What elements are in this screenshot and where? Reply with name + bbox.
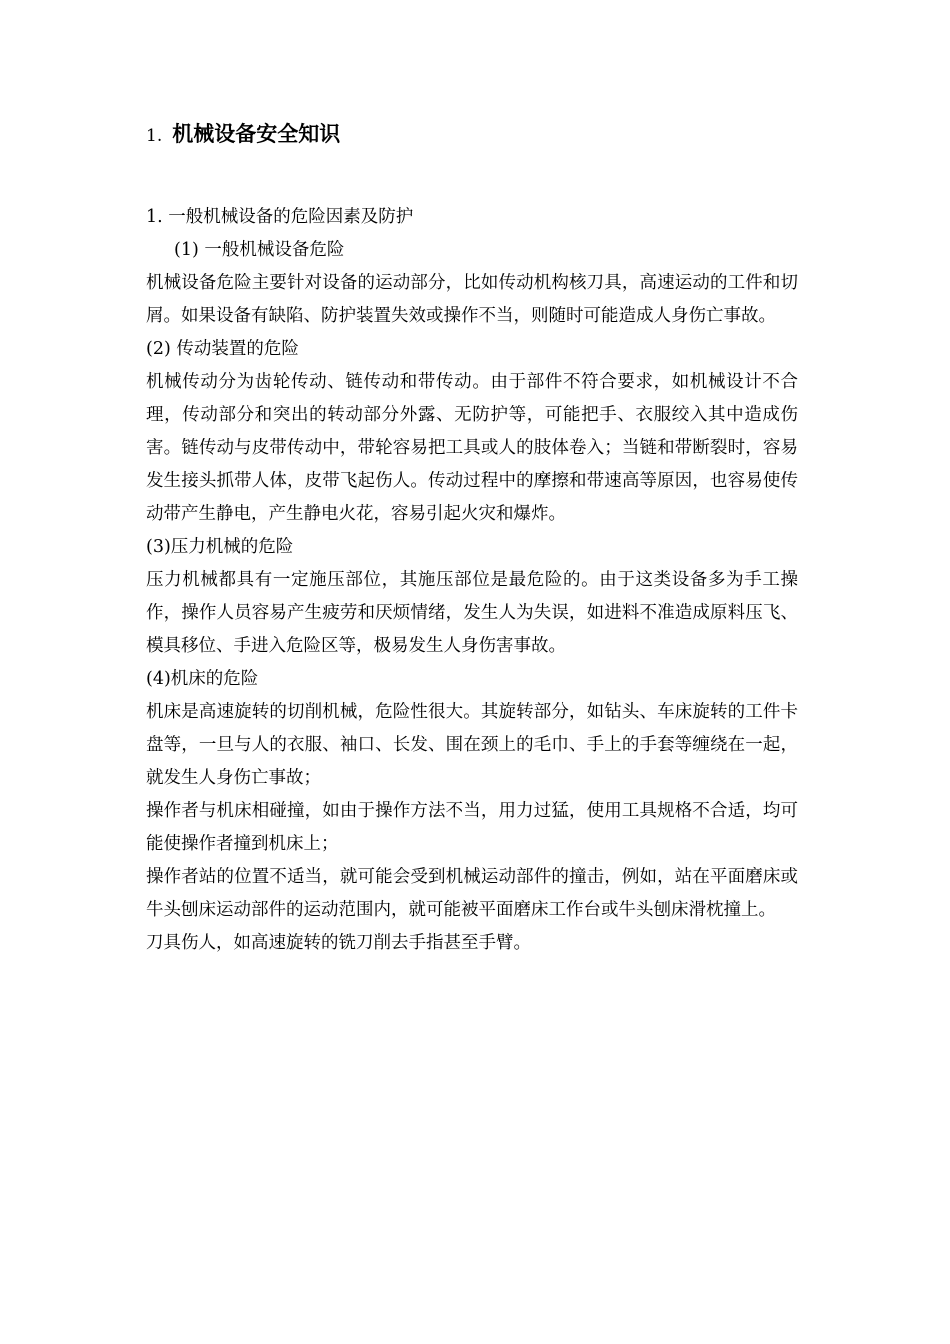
body-text — [146, 201, 798, 960]
paragraph-2: 机械传动分为齿轮传动、链传动和带传动。由于部件不符合要求，如机械设计不合理，传动部分和突出的转动部分外露、无防护等，可能把手、衣服绞入其中造成伤害。链传动与皮带传动中，带轮容易把工具或人的肢体卷入；当链和带断裂时，容易发生接头抓带人体，皮带飞起伤人。传动过程中的摩擦和带速高等原因，也容易使传动带产生静电，产生静电火花，容易引起火灾和爆炸。 — [146, 372, 798, 524]
paragraph-6: 操作者站的位置不适当，就可能会受到机械运动部件的撞击，例如，站在平面磨床或牛头刨床运动部件的运动范围内，就可能被平面磨床工作台或牛头刨床滑枕撞上。 — [146, 867, 798, 920]
paragraph-4: 机床是高速旋转的切削机械，危险性很大。其旋转部分，如钻头、车床旋转的工件卡盘等，一旦与人的衣服、袖口、长发、围在颈上的毛巾、手上的手套等缠绕在一起，就发生人身伤亡事故； — [146, 702, 798, 788]
section-title — [146, 118, 340, 152]
paragraph-3: 压力机械都具有一定施压部位，其施压部位是最危险的。由于这类设备多为手工操作，操作人员容易产生疲劳和厌烦情绪，发生人为失误，如进料不准造成原料压飞、模具移位、手进入危险区等，极易发生人身伤害事故。 — [146, 570, 798, 656]
subsection-heading: 1. 一般机械设备的危险因素及防护 — [146, 207, 414, 227]
section-title-text: 机械设备安全知识 — [172, 122, 341, 146]
item-heading-1: (1) 一般机械设备危险 — [174, 240, 345, 260]
paragraph-7: 刀具伤人，如高速旋转的铣刀削去手指甚至手臂。 — [146, 933, 531, 953]
section-number: 1. — [146, 126, 163, 146]
paragraph-1: 机械设备危险主要针对设备的运动部分，比如传动机构核刀具，高速运动的工件和切屑。如果设备有缺陷、防护装置失效或操作不当，则随时可能造成人身伤亡事故。 — [146, 273, 798, 326]
paragraph-5: 操作者与机床相碰撞，如由于操作方法不当，用力过猛，使用工具规格不合适，均可能使操作者撞到机床上； — [146, 801, 798, 854]
item-heading-2: (2) 传动装置的危险 — [146, 339, 299, 359]
item-heading-4: (4)机床的危险 — [146, 669, 259, 689]
item-heading-3: (3)压力机械的危险 — [146, 537, 294, 557]
